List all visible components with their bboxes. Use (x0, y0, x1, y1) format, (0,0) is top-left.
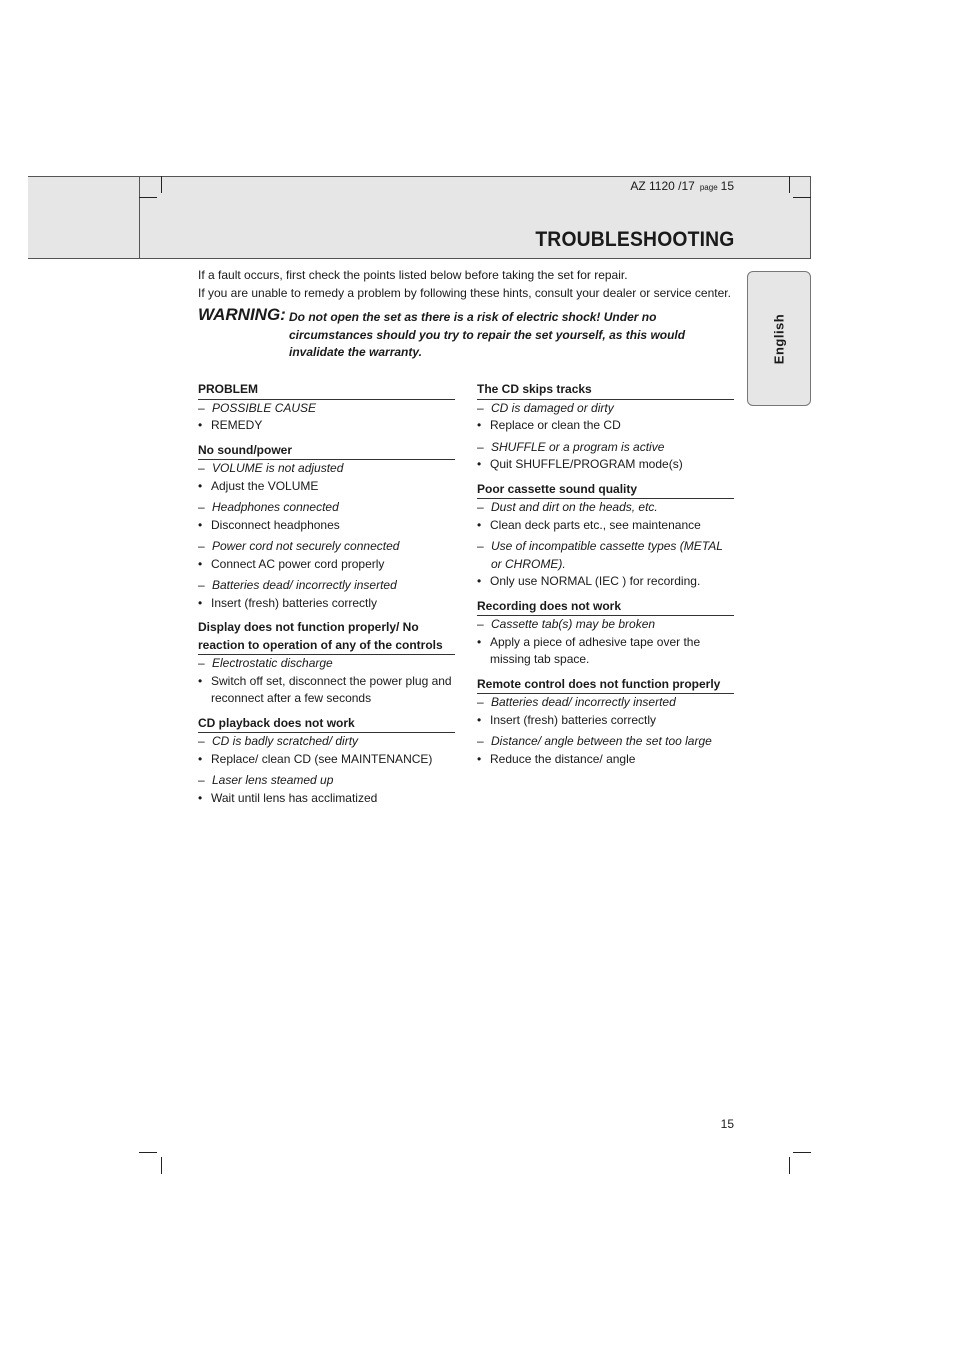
possible-cause: – Dust and dirt on the heads, etc. (477, 499, 734, 517)
warning-label: WARNING: (198, 305, 286, 324)
trouble-section (477, 381, 734, 474)
language-tab-label: English (771, 313, 787, 364)
section-title: PROBLEM (198, 381, 455, 400)
cause-remedy-pair (477, 499, 734, 534)
crop-mark-top-right-h (793, 197, 811, 198)
trouble-section (477, 676, 734, 769)
cause-remedy-pair (198, 733, 455, 768)
left-column (198, 381, 455, 814)
remedy: • Replace or clean the CD (477, 417, 734, 435)
trouble-section (477, 598, 734, 669)
cause-remedy-pair (198, 655, 455, 708)
page-title: TROUBLESHOOTING (534, 228, 734, 251)
crop-mark-bottom-right-h (793, 1152, 811, 1153)
possible-cause: – Power cord not securely connected (198, 538, 455, 556)
possible-cause: – CD is damaged or dirty (477, 400, 734, 418)
header-right-edge (810, 176, 811, 259)
possible-cause: – Batteries dead/ incorrectly inserted (198, 577, 455, 595)
trouble-section (198, 715, 455, 808)
intro-line: If a fault occurs, first check the points listed below before taking the set for repair. (198, 268, 628, 282)
crop-mark-top-left-h (139, 197, 157, 198)
cause-remedy-pair (477, 733, 734, 768)
remedy: • Replace/ clean CD (see MAINTENANCE) (198, 751, 455, 769)
section-title: Poor cassette sound quality (477, 481, 734, 500)
cause-remedy-pair (477, 538, 734, 591)
page-reference (630, 179, 734, 193)
remedy: • Disconnect headphones (198, 517, 455, 535)
remedy: • REMEDY (198, 417, 455, 435)
cause-remedy-pair (477, 400, 734, 435)
remedy: • Only use NORMAL (IEC ) for recording. (477, 573, 734, 591)
trouble-section (477, 481, 734, 591)
page-word: page (699, 183, 718, 192)
remedy: • Reduce the distance/ angle (477, 751, 734, 769)
cause-remedy-pair (477, 616, 734, 669)
possible-cause: – SHUFFLE or a program is active (477, 439, 734, 457)
remedy: • Switch off set, disconnect the power plug and reconnect after a few seconds (198, 673, 455, 708)
cause-remedy-pair (198, 577, 455, 612)
intro-line: If you are unable to remedy a problem by following these hints, consult your dealer or service center. (198, 286, 731, 300)
cause-remedy-pair (198, 400, 455, 435)
crop-mark-bottom-left-v (161, 1157, 162, 1174)
trouble-section (198, 381, 455, 435)
possible-cause: – Laser lens steamed up (198, 772, 455, 790)
trouble-section (198, 619, 455, 708)
possible-cause: – POSSIBLE CAUSE (198, 400, 455, 418)
page-ref-number: 15 (720, 179, 734, 193)
section-title: Display does not function properly/ No reaction to operation of any of the controls (198, 619, 455, 655)
warning-text: Do not open the set as there is a risk of electric shock! Under no circumstances should you try to repair the set yourself, as this would invalidate the warranty. (289, 310, 686, 359)
cause-remedy-pair (198, 460, 455, 495)
remedy: • Adjust the VOLUME (198, 478, 455, 496)
possible-cause: – Electrostatic discharge (198, 655, 455, 673)
page-number: 15 (720, 1117, 734, 1131)
remedy: • Insert (fresh) batteries correctly (477, 712, 734, 730)
trouble-section (198, 442, 455, 613)
possible-cause: – VOLUME is not adjusted (198, 460, 455, 478)
possible-cause: – Use of incompatible cassette types (METAL or CHROME). (477, 538, 734, 573)
section-title: No sound/power (198, 442, 455, 461)
remedy: • Apply a piece of adhesive tape over the missing tab space. (477, 634, 734, 669)
possible-cause: – Cassette tab(s) may be broken (477, 616, 734, 634)
remedy: • Quit SHUFFLE/PROGRAM mode(s) (477, 456, 734, 474)
possible-cause: – Headphones connected (198, 499, 455, 517)
crop-mark-bottom-left-h (139, 1152, 157, 1153)
possible-cause: – Batteries dead/ incorrectly inserted (477, 694, 734, 712)
model-number: AZ 1120 /17 (630, 179, 695, 193)
cause-remedy-pair (198, 499, 455, 534)
header-divider (139, 176, 140, 259)
crop-mark-top-right-v (789, 176, 790, 193)
cause-remedy-pair (198, 772, 455, 807)
language-tab (747, 271, 811, 406)
cause-remedy-pair (198, 538, 455, 573)
section-title: The CD skips tracks (477, 381, 734, 400)
possible-cause: – CD is badly scratched/ dirty (198, 733, 455, 751)
remedy: • Insert (fresh) batteries correctly (198, 595, 455, 613)
section-title: CD playback does not work (198, 715, 455, 734)
section-title: Recording does not work (477, 598, 734, 617)
section-title: Remote control does not function properly (477, 676, 734, 695)
crop-mark-top-left-v (161, 176, 162, 193)
right-column (477, 381, 734, 775)
remedy: • Connect AC power cord properly (198, 556, 455, 574)
cause-remedy-pair (477, 694, 734, 729)
cause-remedy-pair (477, 439, 734, 474)
crop-mark-bottom-right-v (789, 1157, 790, 1174)
remedy: • Clean deck parts etc., see maintenance (477, 517, 734, 535)
possible-cause: – Distance/ angle between the set too large (477, 733, 734, 751)
intro-text (198, 266, 738, 302)
remedy: • Wait until lens has acclimatized (198, 790, 455, 808)
